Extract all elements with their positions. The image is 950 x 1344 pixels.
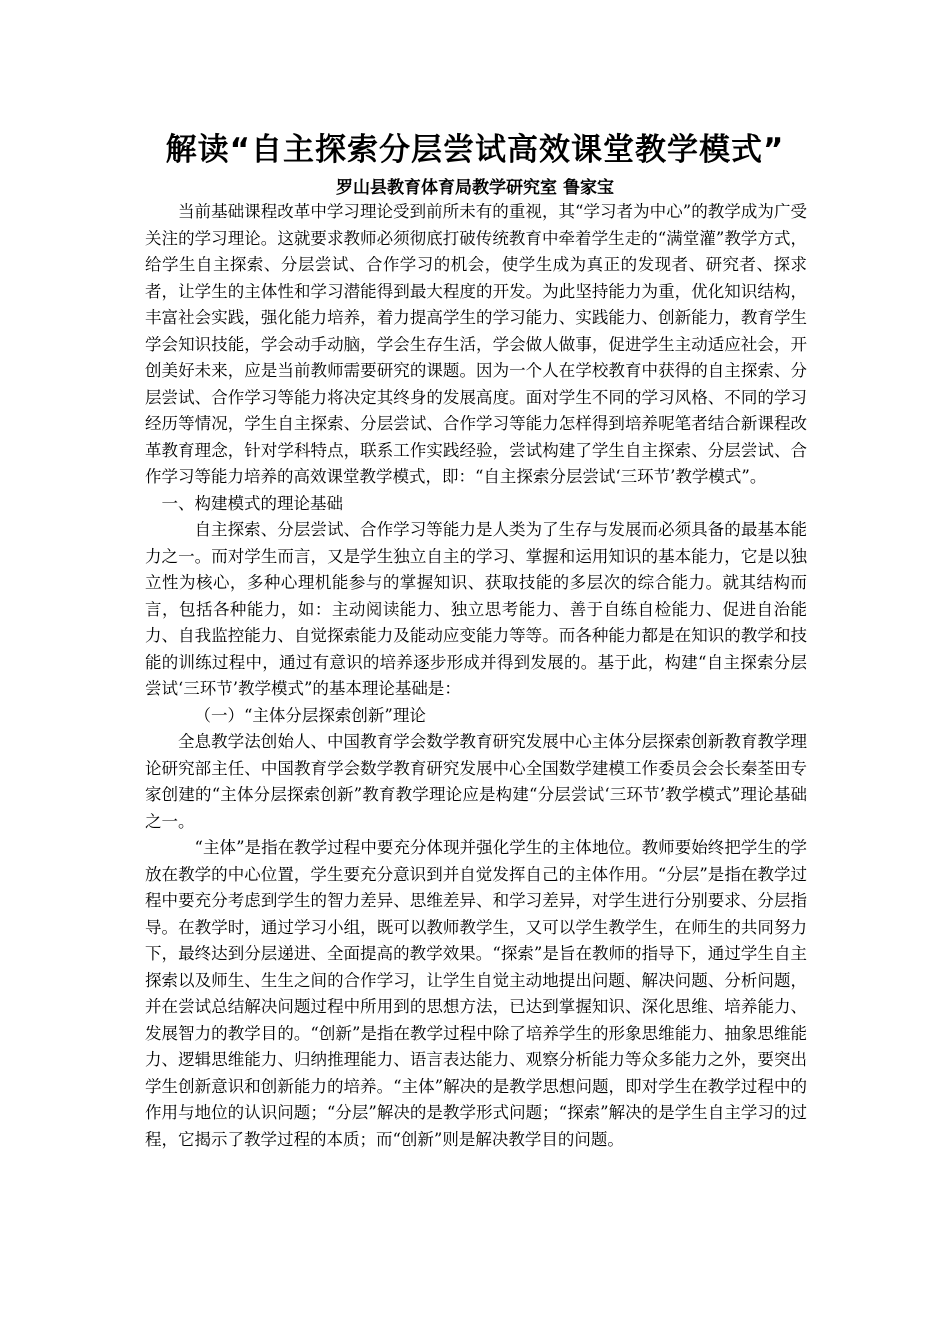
intro-paragraph: 当前基础课程改革中学习理论受到前所未有的重视，其“学习者为中心”的教学成为广受关注的学习理论。这就要求教师必须彻底打破传统教育中牵着学生走的“满堂灌”教学方式，给学生自主探索、分层尝试、合作学习的机会，使学生成为真正的发现者、研究者、探求者，让学生的主体性和学习潜能得到最大程度的开发。为此坚持能力为重，优化知识结构，丰富社会实践，强化能力培养，着力提高学生的学习能力、实践能力、创新能力，教育学生学会知识技能，学会动手动脑，学会生存生活，学会做人做事，促进学生主动适应社会，开创美好未来，应是当前教师需要研究的课题。因为一个人在学校教育中获得的自主探索、分层尝试、合作学习等能力将决定其终身的发展高度。面对学生不同的学习风格、不同的学习经历等情况，学生自主探索、分层尝试、合作学习等能力怎样得到培养呢笔者结合新课程改革教育理念，针对学科特点，联系工作实践经验，尝试构建了学生自主探索、分层尝试、合作学习等能力培养的高效课堂教学模式，即：“自主探索分层尝试‘三环节’教学模式”。 bbox=[145, 202, 807, 486]
section-paragraph: 自主探索、分层尝试、合作学习等能力是人类为了生存与发展而必须具备的最基本能力之一。而对学生而言，又是学生独立自主的学习、掌握和运用知识的基本能力，它是以独立性为核心，多种心理机能参与的掌握知识、获取技能的多层次的综合能力。就其结构而言，包括各种能力，如：主动阅读能力、独立思考能力、善于自练自检能力、促进自治能力、自我监控能力、自觉探索能力及能动应变能力等等。而各种能力都是在知识的教学和技能的训练过程中，通过有意识的培养逐步形成并得到发展的。基于此，构建“自主探索分层尝试‘三环节’教学模式”的基本理论基础是： bbox=[145, 520, 807, 698]
section-heading: 一、构建模式的理论基础 bbox=[161, 493, 343, 513]
document-body bbox=[145, 199, 807, 1153]
document-title: 解读“自主探索分层尝试高效课堂教学模式” bbox=[165, 132, 785, 168]
subsection-paragraph: “主体”是指在教学过程中要充分体现并强化学生的主体地位。教师要始终把学生的学放在教学的中心位置，学生要充分意识到并自觉发挥自己的主体作用。“分层”是指在教学过程中要充分考虑到学生的智力差异、思维差异、和学习差异，对学生进行分别要求、分层指导。在教学时，通过学习小组，既可以教师教学生，又可以学生教学生，在师生的共同努力下，最终达到分层递进、全面提高的教学效果。“探索”是旨在教师的指导下，通过学生自主探索以及师生、生生之间的合作学习，让学生自觉主动地提出问题、解决问题、分析问题，并在尝试总结解决问题过程中所用到的思想方法，已达到掌握知识、深化思维、培养能力、发展智力的教学目的。“创新”是指在教学过程中除了培养学生的形象思维能力、抽象思维能力、逻辑思维能力、归纳推理能力、语言表达能力、观察分析能力等众多能力之外，要突出学生创新意识和创新能力的培养。“主体”解决的是教学思想问题，即对学生在教学过程中的作用与地位的认识问题；“分层”解决的是教学形式问题；“探索”解决的是学生自主学习的过程，它揭示了教学过程的本质；而“创新”则是解决教学目的问题。 bbox=[145, 838, 807, 1149]
author-byline: 罗山县教育体育局教学研究室 鲁家宝 bbox=[336, 178, 614, 198]
subsection-paragraph: 全息教学法创始人、中国教育学会数学教育研究发展中心主体分层探索创新教育教学理论研究部主任、中国教育学会数学教育研究发展中心全国数学建模工作委员会会长秦荃田专家创建的“主体分层探索创新”教育教学理论应是构建“分层尝试‘三环节’教学模式”理论基础之一。 bbox=[145, 732, 807, 831]
subsection-heading: （一）“主体分层探索创新”理论 bbox=[194, 705, 426, 725]
